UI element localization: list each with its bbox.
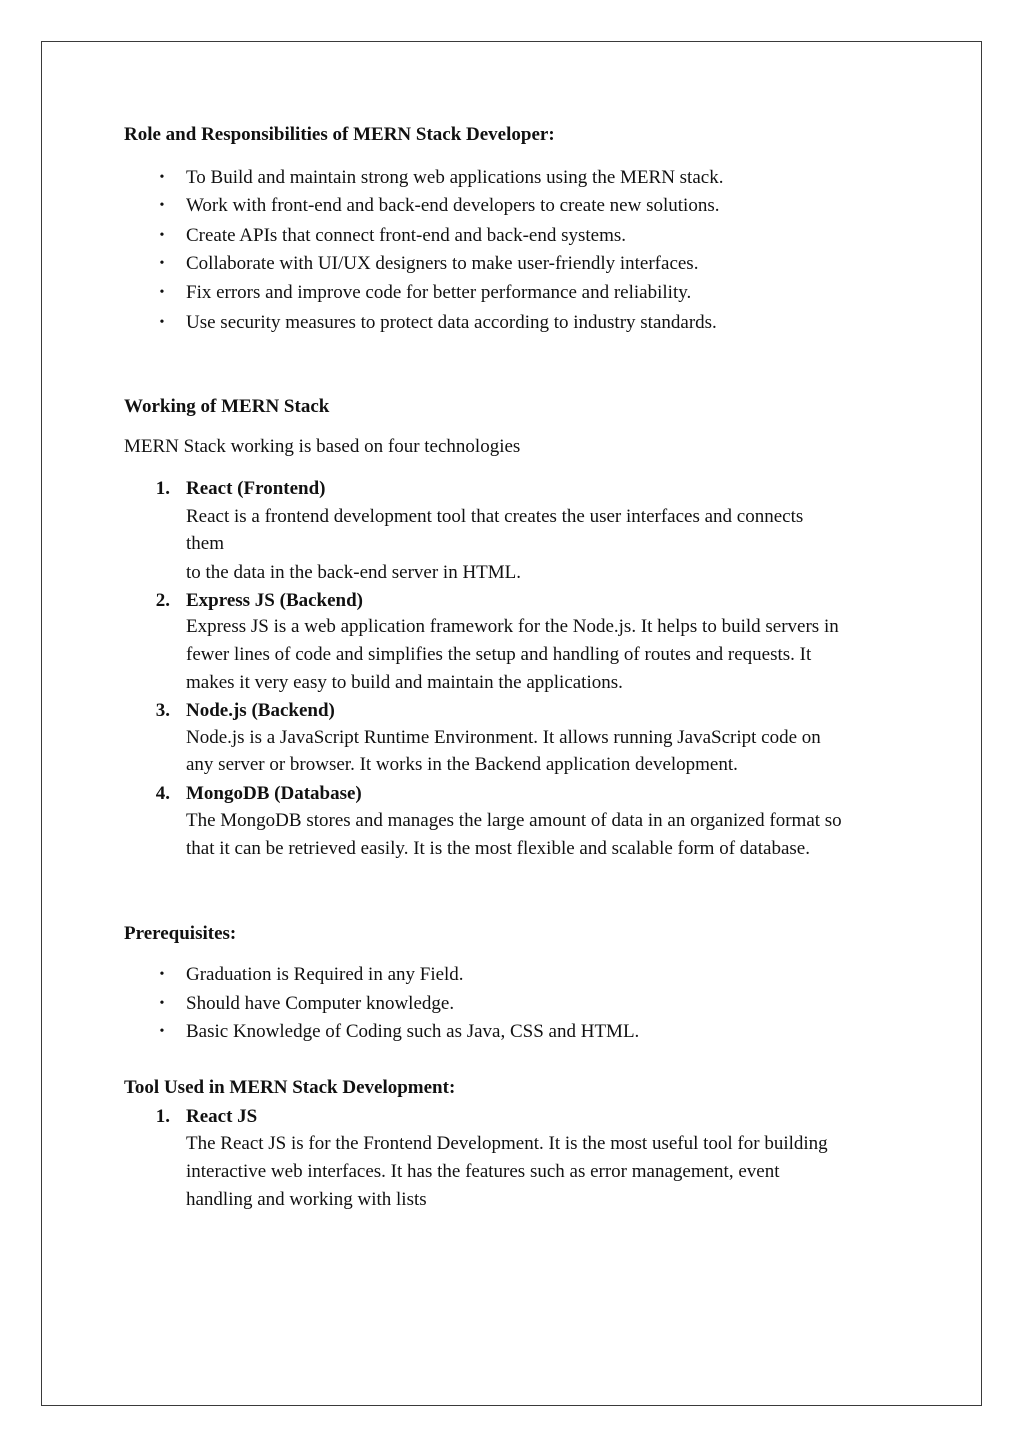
bullet-icon: • [159,285,165,300]
section-title-prerequisites: Prerequisites: [124,923,237,944]
list-item-text: React is a frontend development tool that creates the user interfaces and connects [186,506,804,527]
section-title-tools: Tool Used in MERN Stack Development: [124,1077,456,1098]
list-item-text: any server or browser. It works in the Backend application development. [186,754,738,775]
bullet-icon: • [159,996,165,1011]
list-number: 2. [155,590,170,611]
bullet-icon: • [159,315,165,330]
bullet-icon: • [159,170,165,185]
list-item: Graduation is Required in any Field. [186,964,464,985]
list-item-text: handling and working with lists [186,1189,427,1210]
list-item: Should have Computer knowledge. [186,993,455,1014]
list-item-text: Express JS is a web application framework for the Node.js. It helps to build servers in [186,616,839,637]
bullet-icon: • [159,1024,165,1039]
list-number: 1. [155,478,170,499]
list-item: Use security measures to protect data according to industry standards. [186,312,717,333]
list-item-heading: Node.js (Backend) [186,700,335,721]
list-item: Work with front-end and back-end developers to create new solutions. [186,195,720,216]
list-item-text: The MongoDB stores and manages the large amount of data in an organized format so [186,810,842,831]
list-item: To Build and maintain strong web applications using the MERN stack. [186,167,724,188]
list-item-text: to the data in the back-end server in HTML. [186,562,522,583]
list-item-text: makes it very easy to build and maintain the applications. [186,672,623,693]
list-item-heading: React JS [186,1106,258,1127]
section-title-roles: Role and Responsibilities of MERN Stack Developer: [124,124,555,145]
list-item-text: fewer lines of code and simplifies the setup and handling of routes and requests. It [186,644,812,665]
list-item-text: interactive web interfaces. It has the features such as error management, event [186,1161,780,1182]
list-number: 4. [155,783,170,804]
list-item-text: Node.js is a JavaScript Runtime Environment. It allows running JavaScript code on [186,727,821,748]
list-item: Basic Knowledge of Coding such as Java, CSS and HTML. [186,1021,640,1042]
list-number: 3. [155,700,170,721]
list-item-text: that it can be retrieved easily. It is the most flexible and scalable form of database. [186,838,810,859]
list-item-heading: Express JS (Backend) [186,590,364,611]
list-item-heading: React (Frontend) [186,478,326,499]
bullet-icon: • [159,256,165,271]
list-number: 1. [155,1106,170,1127]
section-title-working: Working of MERN Stack [124,396,330,417]
bullet-icon: • [159,967,165,982]
list-item-heading: MongoDB (Database) [186,783,362,804]
list-item: Fix errors and improve code for better performance and reliability. [186,282,692,303]
bullet-icon: • [159,198,165,213]
list-item: Create APIs that connect front-end and back-end systems. [186,225,627,246]
bullet-icon: • [159,228,165,243]
list-item-text: them [186,533,224,554]
list-item-text: The React JS is for the Frontend Development. It is the most useful tool for building [186,1133,828,1154]
section-intro: MERN Stack working is based on four technologies [124,436,521,457]
list-item: Collaborate with UI/UX designers to make user-friendly interfaces. [186,253,699,274]
